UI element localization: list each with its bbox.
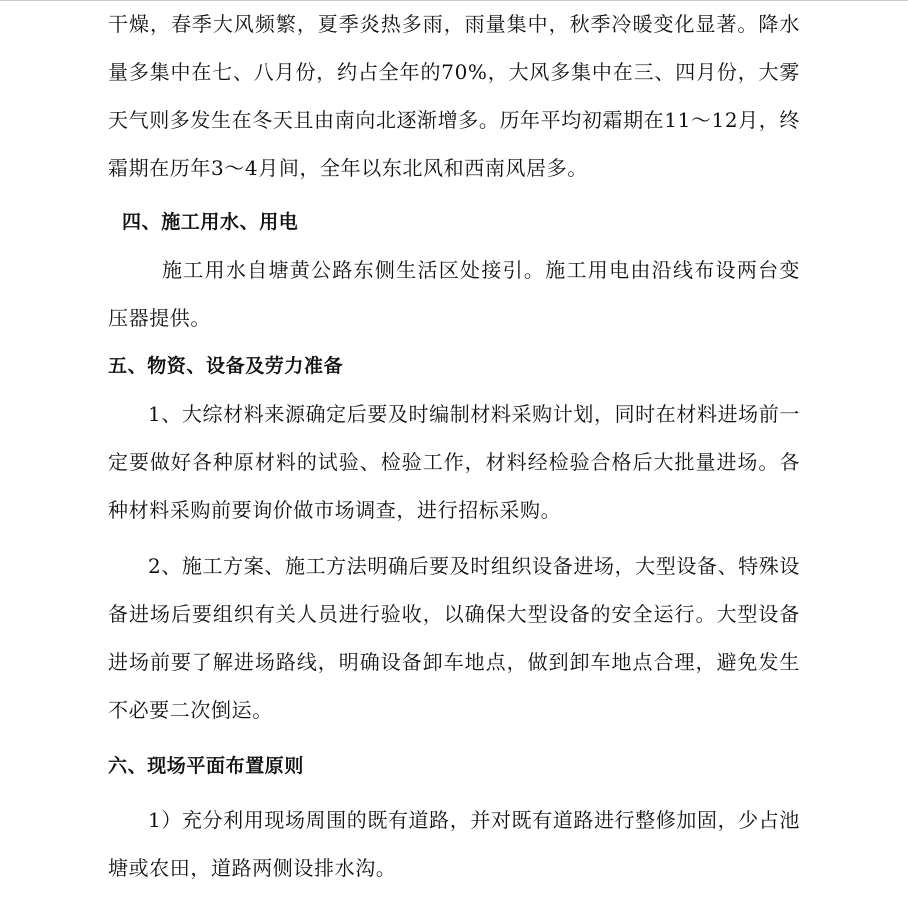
climate-paragraph: 干燥，春季大风频繁，夏季炎热多雨，雨量集中，秋季冷暖变化显著。降水量多集中在七、八月份，约占全年的70%，大风多集中在三、四月份，大雾天气则多发生在冬天且由南向北逐渐增多。历年平均初霜期在11～12月，终霜期在历年3～4月间，全年以东北风和西南风居多。 — [108, 12, 800, 180]
section-heading-materials: 五、物资、设备及劳力准备 — [108, 355, 344, 377]
spacer — [108, 534, 800, 542]
section-heading-site-layout: 六、现场平面布置原则 — [108, 755, 305, 777]
water-power-paragraph: 施工用水自塘黄公路东侧生活区处接引。施工用电由沿线布设两台变压器提供。 — [108, 258, 800, 330]
materials-item-2: 2、施工方案、施工方法明确后要及时组织设备进场，大型设备、特殊设备进场后要组织有关人员进行验收，以确保大型设备的安全运行。大型设备进场前要了解进场路线，明确设备卸车地点，做到卸车地点合理，避免发生不必要二次倒运。 — [108, 554, 800, 722]
site-layout-item-1: 1）充分利用现场周围的既有道路，并对既有道路进行整修加固，少占池塘或农田，道路两侧设排水沟。 — [108, 808, 800, 880]
document-page — [108, 0, 800, 892]
materials-item-1: 1、大综材料来源确定后要及时编制材料采购计划，同时在材料进场前一定要做好各种原材料的试验、检验工作，材料经检验合格后大批量进场。各种材料采购前要询价做市场调查，进行招标采购。 — [108, 402, 800, 522]
spacer — [108, 734, 800, 742]
section-heading-water-power: 四、施工用水、用电 — [122, 211, 299, 233]
